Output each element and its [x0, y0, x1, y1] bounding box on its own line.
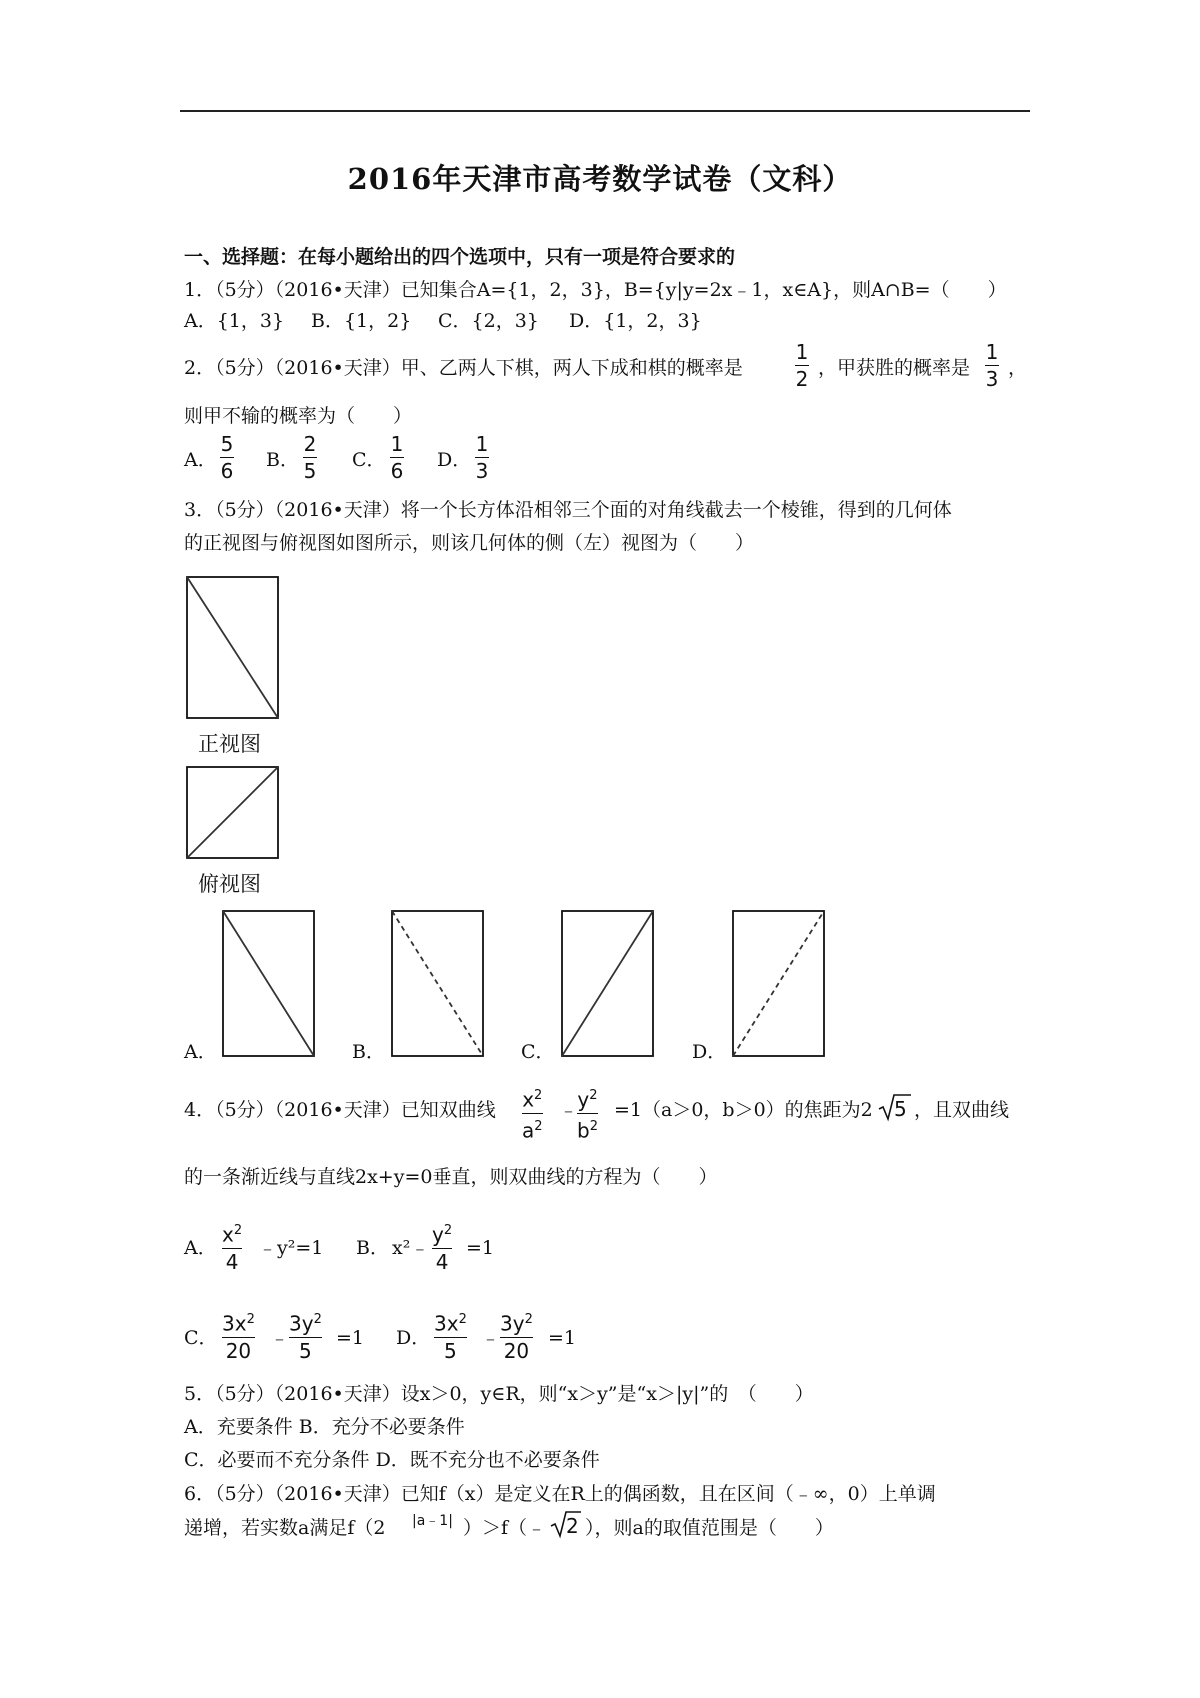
q4-option-b-fraction: $y^2$ 4	[432, 1222, 453, 1274]
q2-frac2-num: 1	[985, 340, 999, 364]
q2-option-d-label: D．	[437, 449, 472, 471]
q4-option-d-fraction2: $3y^2$ 20	[500, 1311, 533, 1363]
q2-option-c-fraction: 1 6	[390, 432, 404, 483]
q3-stem-line1: 3．（5分）（2016•天津）将一个长方体沿相邻三个面的对角线截去一个棱锥，得到的几何体	[184, 499, 952, 521]
q4-option-b-rest: =1	[466, 1237, 495, 1259]
q3-option-b-figure	[391, 910, 485, 1058]
q2-option-a-fraction: 5 6	[220, 432, 234, 483]
q2-option-b-label: B．	[266, 449, 299, 471]
q4-option-c-fraction1: $3x^2$ 20	[222, 1311, 255, 1363]
q3-stem-line2: 的正视图与俯视图如图所示，则该几何体的侧（左）视图为（ ）	[184, 532, 755, 554]
q4-option-d-fraction1: $3x^2$ 5	[434, 1311, 467, 1363]
q2-frac2-den: 3	[985, 367, 999, 391]
q4-frac-x2-a2: $x^2$ $a^2$	[522, 1087, 543, 1143]
q2-option-c-label: C．	[352, 449, 386, 471]
q4-stem-line2: 的一条渐近线与直线2x+y=0垂直，则双曲线的方程为（ ）	[184, 1166, 718, 1188]
q3-option-c-figure	[561, 910, 655, 1058]
q3-option-a-figure	[222, 910, 316, 1058]
front-view-label: 正视图	[198, 732, 261, 756]
q3-option-a-label: A．	[184, 1041, 217, 1063]
page-title: 2016年天津市高考数学试卷（文科）	[347, 162, 853, 196]
q6-exponent: |a﹣1|	[412, 1513, 453, 1529]
q1-option-b: B．{1，2}	[311, 310, 412, 332]
header-rule	[180, 110, 1030, 112]
top-view-figure	[186, 766, 280, 860]
q4-stem-part1: 4．（5分）（2016•天津）已知双曲线	[184, 1099, 496, 1121]
q4-option-c-minus: ﹣	[270, 1327, 290, 1349]
q4-option-c-rest: =1	[336, 1327, 365, 1349]
q4-option-b-pre: x²﹣	[392, 1237, 430, 1259]
q5-options-cd: C．必要而不充分条件 D．既不充分也不必要条件	[184, 1449, 600, 1471]
q2-option-a-label: A．	[184, 449, 217, 471]
q2-stem-part2: ，甲获胜的概率是	[818, 357, 971, 379]
q2-option-b-fraction: 2 5	[303, 432, 317, 483]
q2-stem-part1: 2．（5分）（2016•天津）甲、乙两人下棋，两人下成和棋的概率是	[184, 357, 743, 379]
q4-root-value: 5	[894, 1097, 907, 1121]
q4-option-a-rest: ﹣y²=1	[258, 1237, 324, 1259]
q4-option-c-label: C．	[184, 1327, 218, 1349]
q4-minus: ﹣	[559, 1099, 579, 1121]
q3-option-b-label: B．	[352, 1041, 385, 1063]
q2-frac1-num: 1	[795, 340, 809, 364]
q4-stem-part2: =1（a＞0，b＞0）的焦距为2	[614, 1099, 873, 1121]
section-heading: 一、选择题：在每小题给出的四个选项中，只有一项是符合要求的	[184, 246, 736, 268]
q2-stem-part3: ，	[1008, 357, 1028, 379]
q6-stem-line2-part1: 递增，若实数a满足f（2	[184, 1517, 386, 1539]
q4-option-d-rest: =1	[548, 1327, 577, 1349]
q5-options-ab: A．充要条件 B．充分不必要条件	[184, 1416, 465, 1438]
q4-option-d-minus: ﹣	[481, 1327, 501, 1349]
q2-frac1-den: 2	[795, 367, 809, 391]
q3-option-d-label: D．	[692, 1041, 727, 1063]
q5-stem: 5．（5分）（2016•天津）设x＞0，y∈R，则“x＞y”是“x＞|y|”的 （ ）	[184, 1383, 814, 1405]
q2-fraction-draw	[795, 340, 809, 391]
q6-root-value: 2	[566, 1514, 579, 1538]
q6-stem-line1: 6．（5分）（2016•天津）已知f（x）是定义在R上的偶函数，且在区间（﹣∞，0）上单调	[184, 1483, 936, 1505]
q2-option-d-fraction: 1 3	[475, 432, 489, 483]
q4-option-b-label: B．	[356, 1237, 389, 1259]
q6-stem-line2-part2: ）＞f（﹣	[463, 1517, 547, 1539]
q3-option-c-label: C．	[521, 1041, 555, 1063]
q4-stem-part3: ，且双曲线	[914, 1099, 1010, 1121]
q2-fraction-win	[985, 340, 999, 391]
q1-option-d: D．{1，2，3}	[569, 310, 702, 332]
front-view-figure	[186, 576, 280, 720]
q1-option-a: A．{1，3}	[184, 310, 285, 332]
q4-option-c-fraction2: $3y^2$ 5	[289, 1311, 322, 1363]
q4-option-d-label: D．	[396, 1327, 431, 1349]
q4-option-a-label: A．	[184, 1237, 217, 1259]
q1-stem: 1．（5分）（2016•天津）已知集合A={1，2，3}，B={y|y=2x﹣1，x∈A}，则A∩B=（ ）	[184, 279, 1007, 301]
top-view-label: 俯视图	[198, 872, 261, 896]
q1-option-c: C．{2，3}	[438, 310, 539, 332]
q3-option-d-figure	[732, 910, 826, 1058]
q6-stem-line2-part3: ），则a的取值范围是（ ）	[585, 1517, 834, 1539]
q4-frac-y2-b2: $y^2$ $b^2$	[577, 1087, 598, 1143]
q4-option-a-fraction: $x^2$ 4	[222, 1222, 243, 1274]
q2-stem-line2: 则甲不输的概率为（ ）	[184, 405, 413, 427]
